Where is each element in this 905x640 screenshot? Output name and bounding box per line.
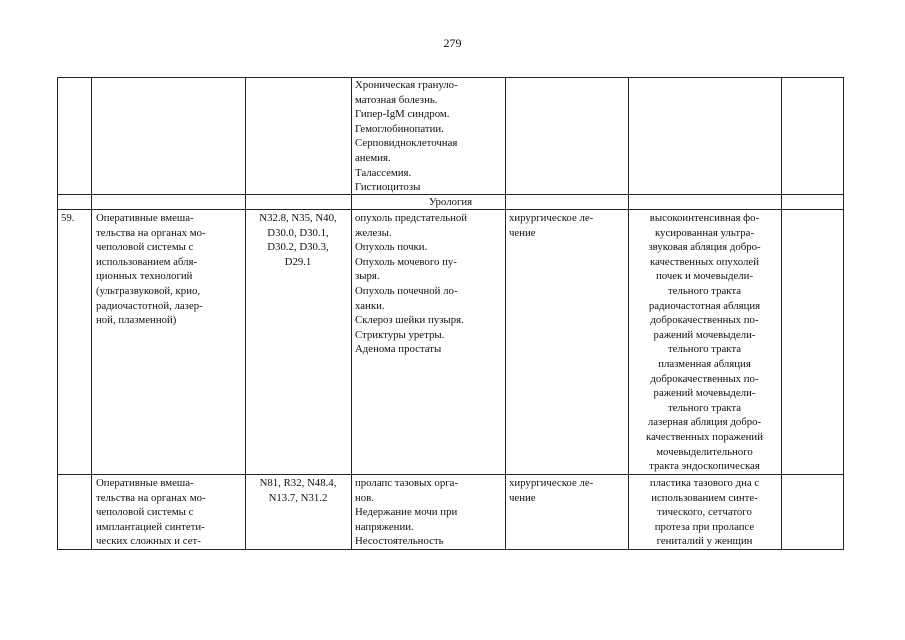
row-divider xyxy=(57,209,844,210)
medical-care-table xyxy=(57,77,844,550)
column-divider xyxy=(505,77,506,550)
intervention-cell: Оперативные вмеша- тельства на органах мо- чеполовой системы с имплантацией синтети- ческих сложных и сет- xyxy=(96,477,206,548)
page-number: 279 xyxy=(443,36,462,50)
icd-codes-cell: N81, R32, N48.4, N13.7, N31.2 xyxy=(259,477,337,504)
icd-codes-cell: N32.8, N35, N40, D30.0, D30.1, D30.2, D30.3, D29.1 xyxy=(259,212,337,268)
treatment-type-cell: хирургическое ле- чение xyxy=(509,212,594,239)
column-divider xyxy=(351,77,352,550)
column-divider xyxy=(91,77,92,550)
treatment-type-cell: хирургическое ле- чение xyxy=(509,477,594,504)
table-border-bottom xyxy=(57,549,844,550)
table-border-left xyxy=(57,77,58,550)
table-border-right xyxy=(843,77,844,550)
row-number: 59. xyxy=(61,212,75,224)
row-divider xyxy=(57,474,844,475)
diagnosis-cell: пролапс тазовых орга- нов. Недержание мочи при напряжении. Несостоятельность xyxy=(355,477,459,548)
column-divider xyxy=(781,77,782,550)
section-title-urology: Урология xyxy=(428,196,473,208)
diagnosis-cell: опухоль предстательной железы. Опухоль почки. Опухоль мочевого пу- зыря. Опухоль почечной ло- ханки. Склероз шейки пузыря. Стриктуры уретры. Аденома простаты xyxy=(355,212,468,356)
treatment-method-cell: пластика тазового дна с использованием синте- тического, сетчатого протеза при пролапсе гениталий у женщин xyxy=(649,477,760,548)
treatment-method-cell: высокоинтенсивная фо- кусированная ультра- звуковая абляция добро- качественных опухолей почек и мочевыдели- тельного тракта радиочастотная абляция доброкачественных по- ражений мочевыдели- тельного тракта плазменная абляция доброкачественных по- ражений мочевыдели- тельного тракта лазерная абляция добро- качественных поражений мочевыделительного тракта эндоскопическая xyxy=(646,212,763,473)
diagnosis-cell: Хроническая грануло- матозная болезнь. Гипер-IgM синдром. Гемоглобинопатии. Серповидноклеточная анемия. Талассемия. Гистиоцитозы xyxy=(355,79,458,194)
intervention-cell: Оперативные вмеша- тельства на органах мо- чеполовой системы с использованием абля- ционных технологий (ультразвуковой, крио, радиочастотной, лазер- ной, плазменной) xyxy=(96,212,206,327)
